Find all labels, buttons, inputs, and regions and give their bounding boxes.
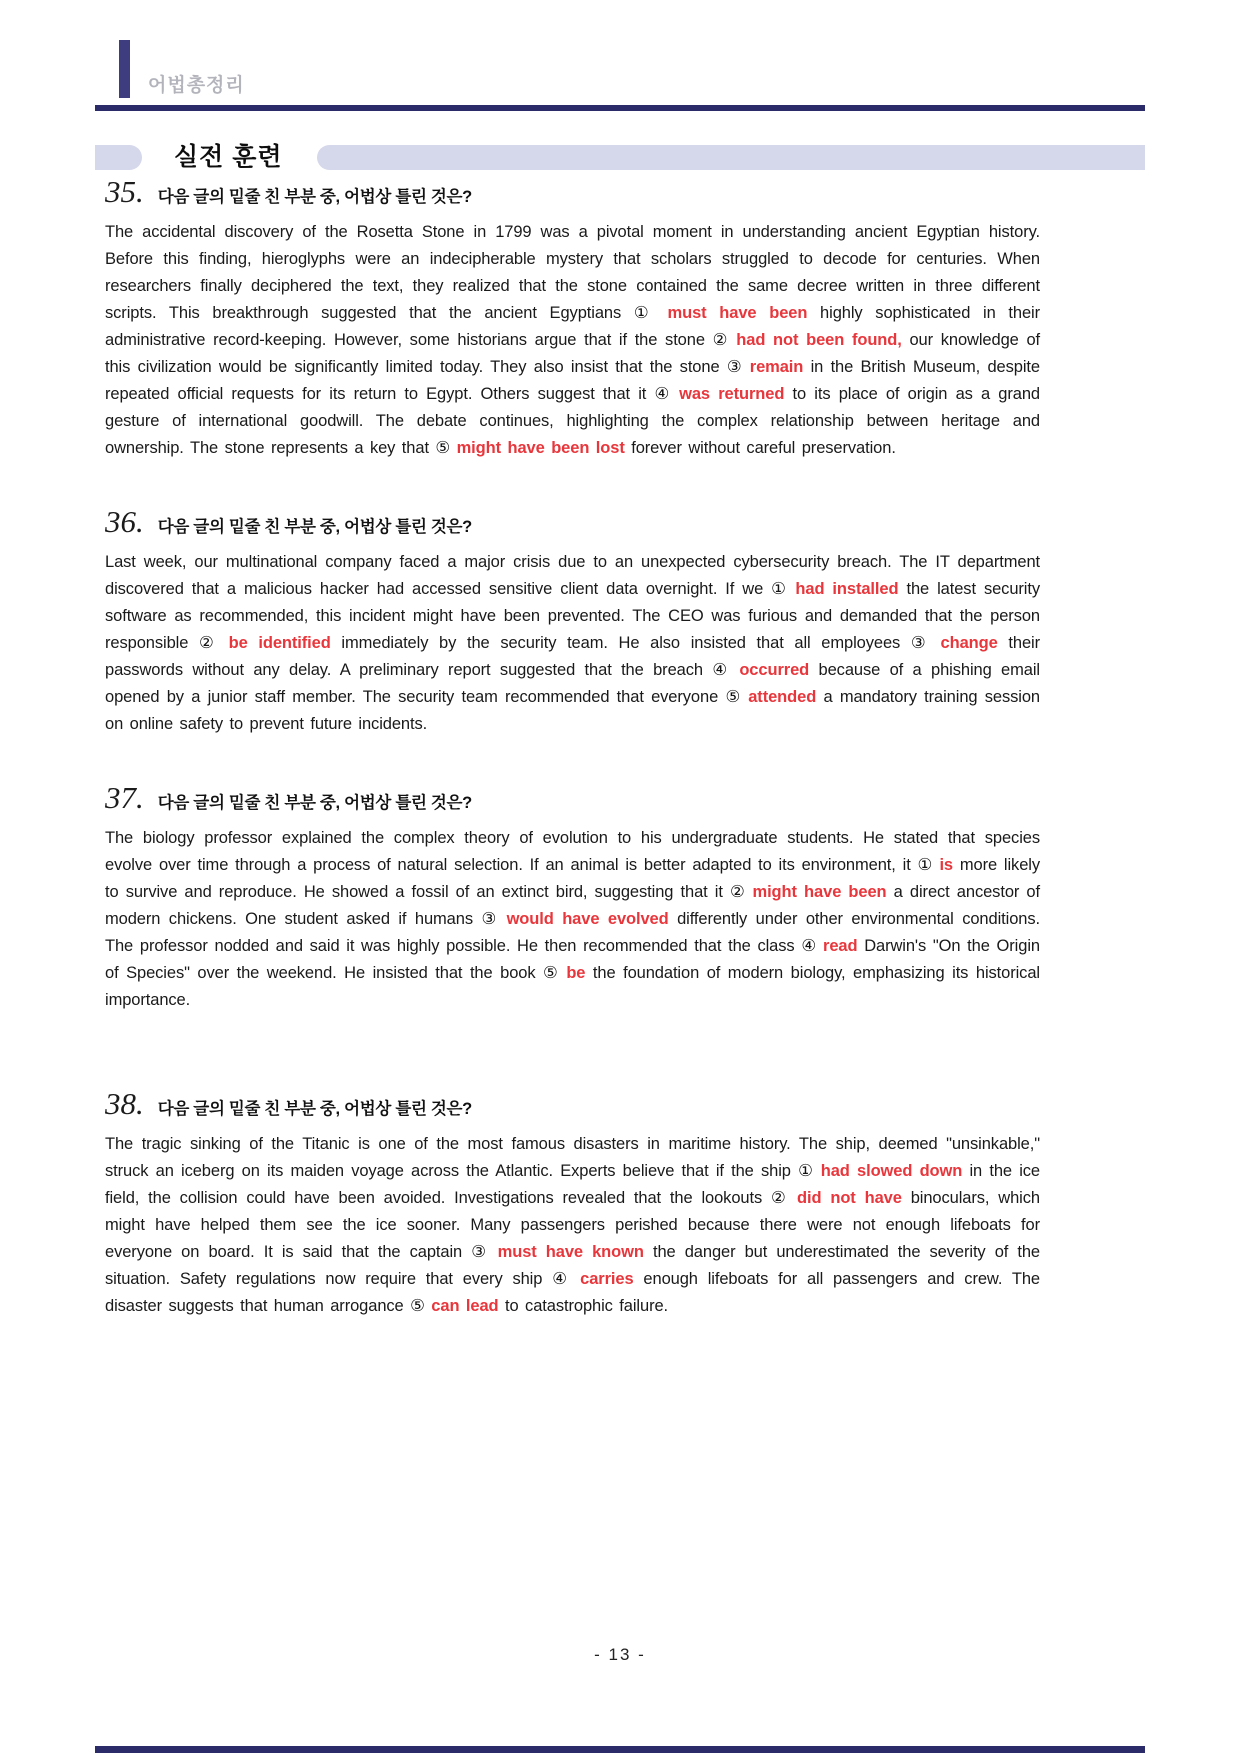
question-number: 36. (105, 504, 144, 539)
question-header (105, 176, 1040, 208)
choice-number-marker: ④ (801, 937, 823, 955)
passage-text: the latest security software as recommended, this incident might have been prevented. The CEO was furious and demanded that the person responsible (105, 580, 1040, 652)
choice-number-marker: ③ (471, 1243, 498, 1261)
underlined-choice-text: might have been (752, 883, 887, 901)
passage-text: highly sophisticated in their administrative record-keeping. However, some historians argue that if the stone (105, 304, 1040, 349)
underlined-choice-text: would have evolved (506, 910, 669, 928)
choice-number-marker: ⑤ (725, 688, 749, 706)
choice-number-marker: ① (917, 856, 940, 874)
underlined-choice-text: read (823, 937, 858, 955)
question-number: 38. (105, 1086, 144, 1121)
question-block (105, 506, 1040, 738)
underlined-choice-text: must have been (667, 304, 808, 322)
section-banner (95, 145, 1145, 170)
passage-text: in the British Museum, despite repeated official requests for its return to Egypt. Others suggest that it (105, 358, 1040, 403)
underlined-choice-text: might have been lost (456, 439, 625, 457)
underlined-choice-text: change (940, 634, 998, 652)
question-passage (105, 1131, 1040, 1320)
question-block (105, 782, 1040, 1014)
question-header (105, 506, 1040, 538)
choice-number-marker: ① (633, 304, 668, 322)
passage-text: to its place of origin as a grand gesture of international goodwill. The debate continues, highlighting the complex relationship between heritage and ownership. The stone represents a key that (105, 385, 1040, 457)
passage-text: enough lifeboats for all passengers and crew. The disaster suggests that human arrogance (105, 1270, 1040, 1315)
passage-text: in the ice field, the collision could have been avoided. Investigations revealed that the lookouts (105, 1162, 1040, 1207)
choice-number-marker: ⑤ (543, 964, 567, 982)
passage-text: binoculars, which might have helped them see the ice sooner. Many passengers perished because there were not enough lifeboats for everyone on board. It is said that the captain (105, 1189, 1040, 1261)
footer-rule (95, 1746, 1145, 1753)
question-header (105, 782, 1040, 814)
passage-text: forever without careful preservation. (624, 439, 896, 457)
choice-number-marker: ⑤ (410, 1297, 432, 1315)
question-passage (105, 825, 1040, 1014)
underlined-choice-text: is (939, 856, 954, 874)
underlined-choice-text: can lead (431, 1297, 499, 1315)
choice-number-marker: ② (199, 634, 229, 652)
underlined-choice-text: occurred (739, 661, 810, 679)
choice-number-marker: ① (771, 580, 796, 598)
passage-text: a mandatory training session on online safety to prevent future incidents. (105, 688, 1040, 733)
passage-text: the foundation of modern biology, emphasizing its historical importance. (105, 964, 1040, 1009)
underlined-choice-text: must have known (497, 1243, 644, 1261)
choice-number-marker: ④ (712, 661, 740, 679)
underlined-choice-text: had installed (795, 580, 899, 598)
choice-number-marker: ④ (654, 385, 680, 403)
question-number: 35. (105, 174, 144, 209)
underlined-choice-text: did not have (797, 1189, 902, 1207)
passage-text: to catastrophic failure. (498, 1297, 669, 1315)
header-rule (95, 105, 1145, 111)
underlined-choice-text: carries (580, 1270, 634, 1288)
choice-number-marker: ③ (481, 910, 507, 928)
underlined-choice-text: be identified (228, 634, 331, 652)
passage-text: Last week, our multinational company faced a major crisis due to an unexpected cybersecurity breach. The IT department discovered that a malicious hacker had accessed sensitive client data overnight. If we (105, 553, 1040, 598)
header-accent-bar (119, 40, 130, 98)
passage-text: Darwin's "On the Origin of Species" over the weekend. He insisted that the book (105, 937, 1040, 982)
question-prompt: 다음 글의 밑줄 친 부분 중, 어법상 틀린 것은? (157, 1100, 472, 1118)
questions-list (105, 176, 1040, 1320)
passage-text: The tragic sinking of the Titanic is one of the most famous disasters in maritime history. The ship, deemed "unsinkable," struck an iceberg on its maiden voyage across the Atlantic. Experts believe that if the ship (105, 1135, 1040, 1180)
header-title: 어법총정리 (148, 75, 245, 96)
passage-text: a direct ancestor of modern chickens. One student asked if humans (105, 883, 1040, 928)
choice-number-marker: ② (729, 883, 753, 901)
passage-text: more likely to survive and reproduce. He showed a fossil of an extinct bird, suggesting that it (105, 856, 1040, 901)
choice-number-marker: ④ (552, 1270, 581, 1288)
choice-number-marker: ③ (910, 634, 941, 652)
question-passage (105, 219, 1040, 462)
banner-right-bar (317, 145, 1145, 170)
passage-text: their passwords without any delay. A preliminary report suggested that the breach (105, 634, 1040, 679)
passage-text: the danger but underestimated the severity of the situation. Safety regulations now require that every ship (105, 1243, 1040, 1288)
header-badge (119, 40, 245, 98)
question-number: 37. (105, 780, 144, 815)
choice-number-marker: ② (712, 331, 737, 349)
choice-number-marker: ① (798, 1162, 821, 1180)
passage-text: immediately by the security team. He also insisted that all employees (330, 634, 911, 652)
passage-text: The accidental discovery of the Rosetta Stone in 1799 was a pivotal moment in understanding ancient Egyptian history. Before this finding, hieroglyphs were an indecipherable mystery that scholars struggled to decode for centuries. When researchers finally deciphered the text, they realized that the stone contained the same decree written in three different scripts. This breakthrough suggested that the ancient Egyptians (105, 223, 1040, 322)
passage-text: our knowledge of this civilization would be significantly limited today. They also insist that the stone (105, 331, 1041, 376)
underlined-choice-text: attended (748, 688, 817, 706)
question-passage (105, 549, 1040, 738)
passage-text: The biology professor explained the complex theory of evolution to his undergraduate students. He stated that species evolve over time through a process of natural selection. If an animal is better adapted to its environment, it (105, 829, 1040, 874)
underlined-choice-text: was returned (679, 385, 785, 403)
question-prompt: 다음 글의 밑줄 친 부분 중, 어법상 틀린 것은? (157, 794, 472, 812)
underlined-choice-text: had not been found, (736, 331, 902, 349)
page-number: - 13 - (594, 1645, 646, 1664)
passage-text: differently under other environmental conditions. The professor nodded and said it was highly possible. He then recommended that the class (105, 910, 1040, 955)
question-prompt: 다음 글의 밑줄 친 부분 중, 어법상 틀린 것은? (157, 518, 472, 536)
section-title: 실전 훈련 (174, 143, 283, 171)
underlined-choice-text: had slowed down (820, 1162, 963, 1180)
choice-number-marker: ② (771, 1189, 798, 1207)
question-block (105, 176, 1040, 462)
underlined-choice-text: be (566, 964, 586, 982)
question-block (105, 1088, 1040, 1320)
choice-number-marker: ③ (726, 358, 750, 376)
question-header (105, 1088, 1040, 1120)
choice-number-marker: ⑤ (435, 439, 457, 457)
underlined-choice-text: remain (749, 358, 804, 376)
banner-left-bar (95, 145, 142, 170)
question-prompt: 다음 글의 밑줄 친 부분 중, 어법상 틀린 것은? (157, 188, 472, 206)
passage-text: because of a phishing email opened by a junior staff member. The security team recommended that everyone (105, 661, 1040, 706)
